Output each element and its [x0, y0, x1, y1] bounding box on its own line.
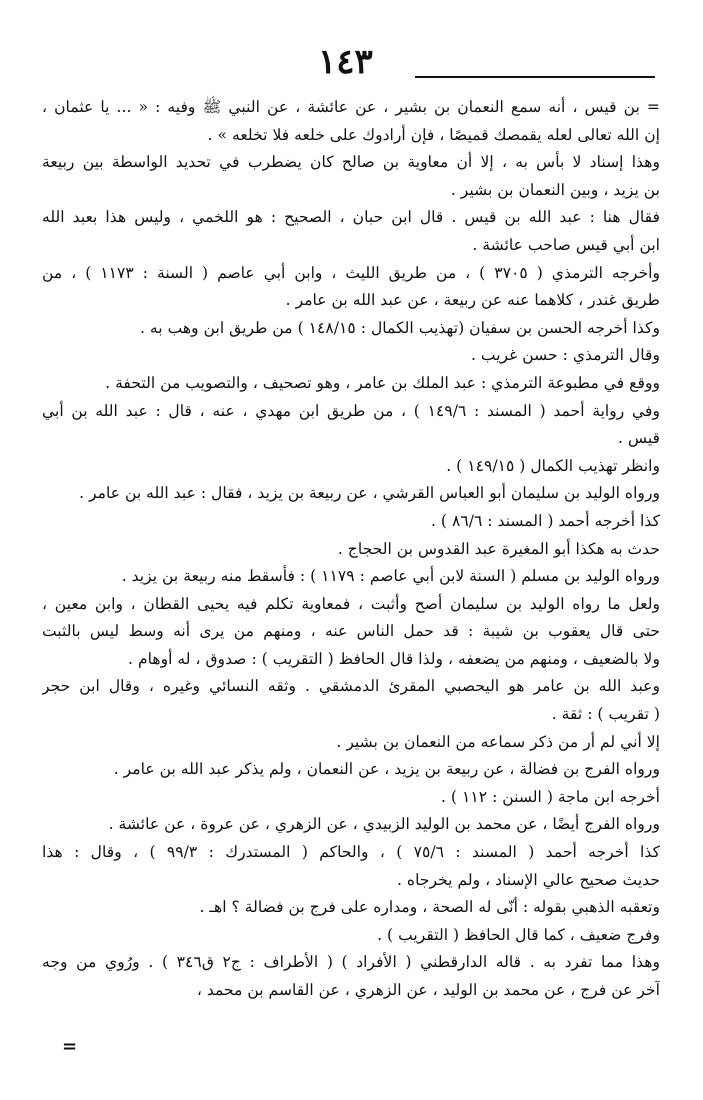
text-line: ورواه الوليد بن مسلم ( السنة لابن أبي عاصم : ١١٧٩ ) : فأسقط منه ربيعة بن يزيد . — [121, 567, 660, 586]
text-line: إن الله تعالى لعله يقمصك قميصًا ، فإن أرادوك على خلعه فلا تخلعه » . — [207, 125, 660, 144]
footnote-body — [42, 94, 660, 1005]
text-line: إلا أني لم أر من ذكر سماعه من النعمان بن بشير . — [336, 732, 660, 751]
text-line: حديث صحيح عالي الإسناد ، ولم يخرجاه . — [397, 870, 660, 889]
continuation-marker: = — [62, 1036, 78, 1057]
text-line: ورواه الفرج أيضًا ، عن محمد بن الوليد الزبيدي ، عن الزهري ، عن عروة ، عن عائشة . — [108, 815, 660, 834]
text-line: أخرجه ابن ماجة ( السنن : ١١٢ ) . — [441, 787, 660, 806]
text-line: وفرج ضعيف ، كما قال الحافظ ( التقريب ) . — [377, 925, 660, 944]
text-line: وعبد الله بن عامر هو اليحصبي المقرئ الدمشقي . وثقه النسائي وغيره ، وقال ابن حجر — [42, 677, 660, 696]
text-line: فقال هنا : عبد الله بن قيس . قال ابن حبان ، الصحيح : هو اللخمي ، وليس هذا بعبد الله — [42, 208, 660, 227]
text-line: ولعل ما رواه الوليد بن سليمان أصح وأثبت ، فمعاوية تكلم فيه يحيى القطان ، وابن معين ، — [42, 594, 660, 613]
text-line: آخر عن فرج ، عن محمد بن الوليد ، عن الزهري ، عن القاسم بن محمد ، — [196, 981, 660, 999]
text-line: وهذا مما تفرد به . قاله الدارقطني ( الأفراد ) ( الأطراف : ج٢ ق٣٤٦ ) . ورُوي من وجه — [42, 953, 660, 972]
text-line: وتعقبه الذهبي بقوله : أنّى له الصحة ، ومداره على فرج بن فضالة ؟ اهـ . — [199, 898, 660, 917]
text-line: كذا أخرجه أحمد ( المسند : ٧٥/٦ ) ، والحاكم ( المستدرك : ٩٩/٣ ) ، وقال : هذا — [42, 843, 660, 862]
text-line: وكذا أخرجه الحسن بن سفيان (تهذيب الكمال : ١٤٨/١٥ ) من طريق ابن وهب به . — [140, 318, 660, 337]
text-line: وانظر تهذيب الكمال ( ١٤٩/١٥ ) . — [446, 456, 660, 475]
text-line: ( تقريب ) : ثقة . — [551, 705, 660, 724]
text-line: ورواه الفرج بن فضالة ، عن ربيعة بن يزيد ، عن النعمان ، ولم يذكر عبد الله بن عامر . — [113, 760, 660, 779]
text-line: ولا بالضعيف ، ومنهم من يضعفه ، ولذا قال الحافظ ( التقريب ) : صدوق ، له أوهام . — [128, 649, 660, 668]
text-line: ووقع في مطبوعة الترمذي : عبد الملك بن عامر ، وهو تصحيف ، والتصويب من التحفة . — [105, 373, 660, 392]
text-line: وأخرجه الترمذي ( ٣٧٠٥ ) ، من طريق الليث ، وابن أبي عاصم ( السنة : ١١٧٣ ) ، من — [42, 263, 660, 282]
text-line: وقال الترمذي : حسن غريب . — [470, 346, 660, 365]
text-line: بن يزيد ، وبين النعمان بن بشير . — [450, 180, 660, 199]
text-line: وهذا إسناد لا بأس به ، إلا أن معاوية بن صالح كان يضطرب في تحديد الواسطة بين ربيعة — [42, 153, 660, 172]
text-line: ابن أبي قيس صاحب عائشة . — [472, 235, 660, 254]
text-line: طريق غندر ، كلاهما عنه عن ربيعة ، عن عبد الله بن عامر . — [285, 291, 660, 310]
page-number: ١٤٣ — [318, 42, 373, 82]
text-line: ورواه الوليد بن سليمان أبو العباس القرشي ، عن ربيعة بن يزيد ، فقال : عبد الله بن عامر . — [79, 484, 660, 503]
text-line: قيس . — [618, 429, 660, 448]
text-line: كذا أخرجه أحمد ( المسند : ٨٦/٦ ) . — [430, 511, 660, 530]
text-line: وفي رواية أحمد ( المسند : ١٤٩/٦ ) ، من طريق ابن مهدي ، عنه ، قال : عبد الله بن أبي — [42, 401, 660, 420]
header-rule — [415, 76, 655, 78]
text-line: = بن قيس ، أنه سمع النعمان بن بشير ، عن عائشة ، عن النبي ﷺ وفيه : « ... يا عثمان ، — [42, 98, 660, 116]
text-line: حدث به هكذا أبو المغيرة عبد القدوس بن الحجاج . — [337, 539, 660, 558]
text-line: حتى قال يعقوب بن شيبة : قد حمل الناس عنه ، ومنهم من يرى أنه وسط ليس بالثبت — [42, 622, 660, 641]
page-header — [0, 40, 703, 90]
